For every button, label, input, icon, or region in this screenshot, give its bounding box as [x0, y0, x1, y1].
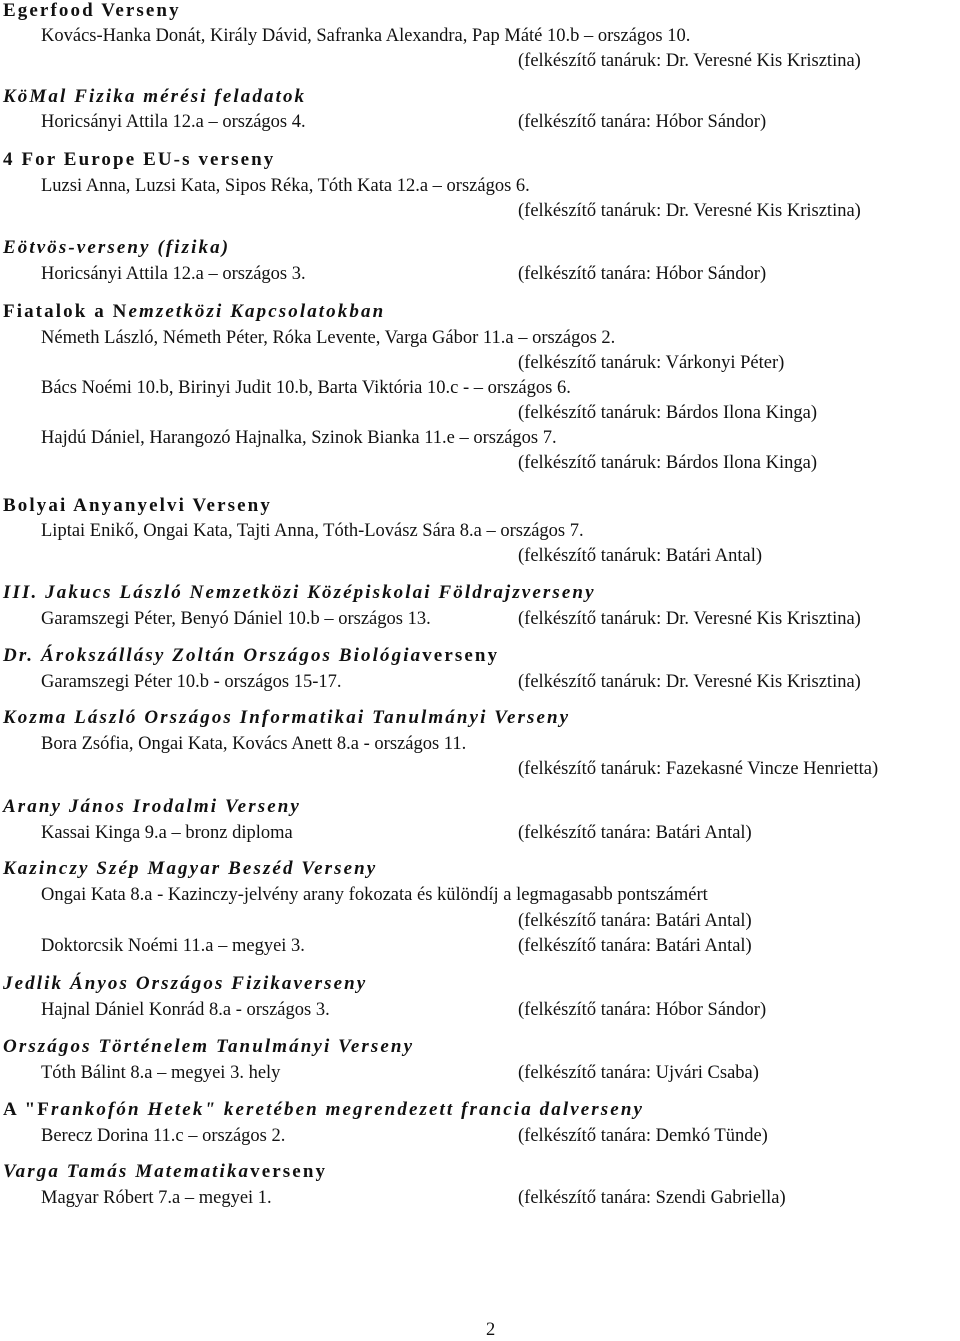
teacher-note: (felkészítő tanáruk: Dr. Veresné Kis Krisztina): [518, 51, 861, 71]
result-entry: Kassai Kinga 9.a – bronz diploma: [41, 823, 293, 843]
teacher-note: (felkészítő tanáruk: Várkonyi Péter): [518, 353, 785, 373]
competition-title-part: Kazinczy Szép Magyar Beszéd Verseny: [3, 858, 378, 879]
result-line: [0, 998, 960, 1024]
competition-title: [3, 1099, 644, 1121]
competition-title-part: verseny: [250, 1161, 328, 1182]
competition-title-part: A "F: [3, 1099, 51, 1120]
result-line: [0, 1124, 960, 1150]
teacher-note: (felkészítő tanáruk: Dr. Veresné Kis Krisztina): [518, 672, 861, 692]
teacher-note: (felkészítő tanára: Hóbor Sándor): [518, 112, 767, 132]
result-line: [0, 909, 960, 935]
teacher-note: (felkészítő tanára: Szendi Gabriella): [518, 1188, 786, 1208]
competition-title-part: Eötvös-verseny (fizika): [3, 237, 231, 258]
competition-title-part: Jedlik Ányos Országos Fizikaverseny: [3, 973, 368, 994]
competition-title-part: 4 For Europe EU-s verseny: [3, 149, 276, 170]
competition-title: [3, 301, 385, 323]
competition-heading-row: [0, 1099, 960, 1125]
competition-heading-row: [0, 1036, 960, 1062]
result-entry: Garamszegi Péter 10.b - országos 15-17.: [41, 672, 342, 692]
teacher-note: (felkészítő tanáruk: Dr. Veresné Kis Krisztina): [518, 609, 861, 629]
result-line: [0, 451, 960, 477]
competition-heading-row: [0, 582, 960, 608]
competition-heading-row: [0, 1161, 960, 1187]
competition-heading-row: [0, 645, 960, 671]
result-entry: Hajnal Dániel Konrád 8.a - országos 3.: [41, 1000, 330, 1020]
result-line: [0, 351, 960, 377]
competition-title-part: III. Jakucs László Nemzetközi Középiskolai Földrajzverseny: [3, 582, 596, 603]
competition-heading-row: [0, 86, 960, 112]
result-line: [0, 199, 960, 225]
competition-title: [3, 858, 377, 880]
competition-title: [3, 582, 596, 604]
result-line: [0, 1061, 960, 1087]
result-line: [0, 757, 960, 783]
competition-title: [3, 973, 367, 995]
result-line: [0, 49, 960, 75]
result-entry: Kovács-Hanka Donát, Király Dávid, Safranka Alexandra, Pap Máté 10.b – országos 10.: [41, 26, 691, 46]
page-number: 2: [486, 1320, 496, 1340]
teacher-note: (felkészítő tanáruk: Bárdos Ilona Kinga): [518, 403, 817, 423]
result-line: [0, 670, 960, 696]
teacher-note: (felkészítő tanáruk: Dr. Veresné Kis Krisztina): [518, 201, 861, 221]
competition-title-part: rankofón Hetek" keretében megrendezett francia dalverseny: [50, 1099, 645, 1120]
result-entry: Horicsányi Attila 12.a – országos 3.: [41, 264, 306, 284]
result-entry: Magyar Róbert 7.a – megyei 1.: [41, 1188, 272, 1208]
result-line: [0, 401, 960, 427]
result-line: [0, 174, 960, 200]
competition-title-part: Fiatalok a N: [3, 301, 129, 322]
competition-title-part: Kozma László Országos Informatikai Tanulmányi Verseny: [3, 707, 571, 728]
result-line: [0, 1186, 960, 1212]
competition-heading-row: [0, 0, 960, 26]
result-line: [0, 426, 960, 452]
competition-heading-row: [0, 796, 960, 822]
result-line: [0, 732, 960, 758]
result-line: [0, 376, 960, 402]
result-entry: Horicsányi Attila 12.a – országos 4.: [41, 112, 306, 132]
result-entry: Doktorcsik Noémi 11.a – megyei 3.: [41, 936, 305, 956]
competition-title-part: Dr. Árokszállásy Zoltán Országos Biológia: [3, 645, 423, 666]
competition-title-part: Arany János Irodalmi Verseny: [3, 796, 301, 817]
competition-heading-row: [0, 707, 960, 733]
competition-title-part: KöMal Fizika mérési feladatok: [3, 86, 307, 107]
result-entry: Hajdú Dániel, Harangozó Hajnalka, Szinok Bianka 11.e – országos 7.: [41, 428, 557, 448]
result-entry: Garamszegi Péter, Benyó Dániel 10.b – országos 13.: [41, 609, 431, 629]
teacher-note: (felkészítő tanáruk: Batári Antal): [518, 546, 763, 566]
competition-title: [3, 495, 272, 517]
competition-title-part: Egerfood Verseny: [3, 0, 181, 21]
result-entry: Bora Zsófia, Ongai Kata, Kovács Anett 8.a - országos 11.: [41, 734, 467, 754]
teacher-note: (felkészítő tanáruk: Bárdos Ilona Kinga): [518, 453, 817, 473]
teacher-note: (felkészítő tanáruk: Fazekasné Vincze Henrietta): [518, 759, 879, 779]
result-entry: Németh László, Németh Péter, Róka Levente, Varga Gábor 11.a – országos 2.: [41, 328, 616, 348]
result-line: [0, 934, 960, 960]
teacher-note: (felkészítő tanára: Batári Antal): [518, 936, 752, 956]
competition-heading-row: [0, 495, 960, 521]
competition-title-part: Bolyai Anyanyelvi Verseny: [3, 495, 272, 516]
result-entry: Berecz Dorina 11.c – országos 2.: [41, 1126, 286, 1146]
teacher-note: (felkészítő tanára: Demkó Tünde): [518, 1126, 768, 1146]
result-line: [0, 544, 960, 570]
competition-title-part: emzetközi Kapcsolatokban: [128, 301, 386, 322]
competition-heading-row: [0, 301, 960, 327]
competition-title-part: Varga Tamás Matematika: [3, 1161, 251, 1182]
teacher-note: (felkészítő tanára: Batári Antal): [518, 823, 752, 843]
result-line: [0, 326, 960, 352]
competition-title-part: Országos Történelem Tanulmányi Verseny: [3, 1036, 415, 1057]
competition-title: [3, 796, 301, 818]
competition-title: [3, 707, 570, 729]
teacher-note: (felkészítő tanára: Hóbor Sándor): [518, 1000, 767, 1020]
result-line: [0, 262, 960, 288]
competition-heading-row: [0, 237, 960, 263]
result-line: [0, 607, 960, 633]
result-entry: Tóth Bálint 8.a – megyei 3. hely: [41, 1063, 281, 1083]
competition-title: [3, 237, 230, 259]
competition-title: [3, 645, 499, 667]
result-entry: Liptai Enikő, Ongai Kata, Tajti Anna, Tóth-Lovász Sára 8.a – országos 7.: [41, 521, 584, 541]
result-entry: Bács Noémi 10.b, Birinyi Judit 10.b, Barta Viktória 10.c - – országos 6.: [41, 378, 571, 398]
teacher-note: (felkészítő tanára: Hóbor Sándor): [518, 264, 767, 284]
result-line: [0, 821, 960, 847]
competition-heading-row: [0, 858, 960, 884]
result-line: [0, 883, 960, 909]
teacher-note: (felkészítő tanára: Ujvári Csaba): [518, 1063, 759, 1083]
teacher-note: (felkészítő tanára: Batári Antal): [518, 911, 752, 931]
competition-title: [3, 86, 306, 108]
result-line: [0, 110, 960, 136]
competition-title: [3, 0, 181, 22]
competition-title-part: verseny: [422, 645, 500, 666]
result-entry: Ongai Kata 8.a - Kazinczy-jelvény arany fokozata és különdíj a legmagasabb pontszámért: [41, 885, 708, 905]
result-line: [0, 24, 960, 50]
competition-heading-row: [0, 149, 960, 175]
competition-heading-row: [0, 973, 960, 999]
competition-title: [3, 149, 275, 171]
result-line: [0, 519, 960, 545]
competition-title: [3, 1036, 414, 1058]
competition-title: [3, 1161, 327, 1183]
result-entry: Luzsi Anna, Luzsi Kata, Sipos Réka, Tóth Kata 12.a – országos 6.: [41, 176, 530, 196]
